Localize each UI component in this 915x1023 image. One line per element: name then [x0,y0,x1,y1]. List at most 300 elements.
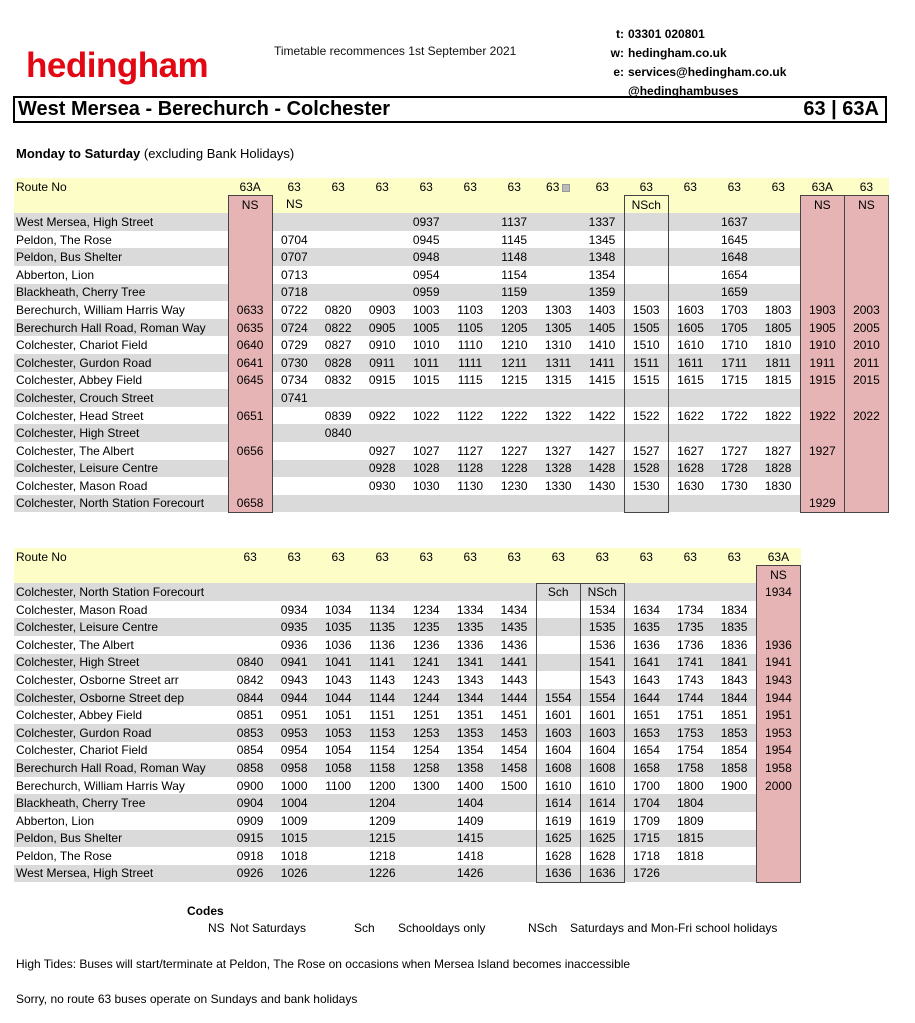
departure-time [712,794,756,812]
departure-time: 1622 [668,407,712,425]
departure-time: 1011 [404,354,448,372]
departure-time: 1641 [624,654,668,672]
departure-time: 1800 [668,777,712,795]
route-number-text: 63 [375,549,389,564]
departure-time [404,865,448,883]
departure-time: 1128 [448,460,492,478]
departure-time: 1244 [404,689,448,707]
departure-time [448,266,492,284]
departure-time: 0633 [228,301,272,319]
departure-time: 1141 [360,654,404,672]
departure-time: 0844 [228,689,272,707]
departure-time: 0953 [272,724,316,742]
stop-name: Colchester, The Albert [14,636,228,654]
table-row [14,424,889,442]
departure-time: 1337 [580,213,624,231]
departure-time [228,477,272,495]
note-marker-icon [562,184,570,192]
departure-time: 1435 [492,618,536,636]
departure-time: 1843 [712,671,756,689]
departure-time [800,477,844,495]
departure-time [316,266,360,284]
departure-time: 1608 [580,759,624,777]
codes-row [14,566,801,584]
route-number-text: 63A [811,179,833,194]
departure-time: 1715 [712,372,756,390]
departure-time: 1534 [580,601,624,619]
departure-time [712,865,756,883]
departure-time: 1854 [712,742,756,760]
departure-time: 1603 [580,724,624,742]
departure-time: 1601 [536,706,580,724]
route-number [580,178,624,196]
departure-time: 1204 [360,794,404,812]
departure-time [756,618,800,636]
departure-time: 1327 [536,442,580,460]
departure-time: 1822 [756,407,800,425]
departure-time: 1041 [316,654,360,672]
departure-time: 1828 [756,460,800,478]
departure-time [272,407,316,425]
departure-time: 1922 [800,407,844,425]
stop-name: Peldon, Bus Shelter [14,830,228,848]
departure-time: 1053 [316,724,360,742]
departure-time: 1222 [492,407,536,425]
code-sch-desc: Schooldays only [398,921,486,935]
departure-time [756,601,800,619]
departure-time [624,213,668,231]
departure-time [756,847,800,865]
departure-time: 0729 [272,336,316,354]
table-row [14,301,889,319]
route-number [272,178,316,196]
service-code [624,566,668,584]
departure-time: 1836 [712,636,756,654]
departure-time: 1627 [668,442,712,460]
route-number [756,548,800,566]
departure-time: 1958 [756,759,800,777]
departure-time: 0943 [272,671,316,689]
departure-time: 1809 [668,812,712,830]
table-row [14,354,889,372]
departure-time: 0903 [360,301,404,319]
departure-time: 1603 [668,301,712,319]
table-row [14,759,801,777]
departure-time: 1554 [536,689,580,707]
departure-time: 1036 [316,636,360,654]
departure-time [756,794,800,812]
departure-time [228,248,272,266]
departure-time [404,583,448,601]
stop-name: Berechurch Hall Road, Roman Way [14,759,228,777]
departure-time [228,424,272,442]
departure-time: 1527 [624,442,668,460]
departure-time: 0640 [228,336,272,354]
departure-time: 0858 [228,759,272,777]
departure-time [536,424,580,442]
departure-time: 1335 [448,618,492,636]
departure-time [800,424,844,442]
departure-time: 1614 [580,794,624,812]
departure-time [580,495,624,513]
service-code: NS [844,196,888,214]
service-code: NSch [624,196,668,214]
departure-time: 1100 [316,777,360,795]
departure-time: 1200 [360,777,404,795]
departure-time: 1344 [448,689,492,707]
departure-time: 1051 [316,706,360,724]
departure-time: 1744 [668,689,712,707]
departure-time: 1451 [492,706,536,724]
departure-time: 0853 [228,724,272,742]
departure-time: 1911 [800,354,844,372]
service-code [404,196,448,214]
stop-name: Colchester, North Station Forecourt [14,583,228,601]
departure-time [536,248,580,266]
departure-time: 0651 [228,407,272,425]
service-code [492,566,536,584]
departure-time: 1644 [624,689,668,707]
departure-time [756,865,800,883]
service-code: NS [756,566,800,584]
departure-time: 1218 [360,847,404,865]
stop-name: Colchester, Mason Road [14,477,228,495]
route-number-text: 63 [331,549,345,564]
route-number-text: 63 [859,179,874,194]
departure-time: 0911 [360,354,404,372]
departure-time: 1135 [360,618,404,636]
departure-time: 0944 [272,689,316,707]
departure-time [712,495,756,513]
departure-time [844,477,888,495]
departure-time: 1043 [316,671,360,689]
route-number-text: 63 [683,549,697,564]
days-of-operation [16,146,294,161]
table-row [14,319,889,337]
departure-time: 1615 [668,372,712,390]
departure-time: 1929 [800,495,844,513]
departure-time: 1005 [404,319,448,337]
departure-time: 1310 [536,336,580,354]
contact-email [594,63,786,82]
departure-time: 1830 [756,477,800,495]
departure-time: 1044 [316,689,360,707]
departure-time [756,284,800,302]
departure-time: 1734 [668,601,712,619]
table-row [14,213,889,231]
departure-time [844,284,888,302]
departure-time: 0839 [316,407,360,425]
departure-time [492,424,536,442]
departure-time [844,231,888,249]
stop-name: Berechurch, William Harris Way [14,777,228,795]
route-number-text: 63 [727,549,741,564]
stop-name: Colchester, Chariot Field [14,742,228,760]
departure-time [272,213,316,231]
codes-legend [208,921,777,935]
departure-time [668,266,712,284]
service-code [404,566,448,584]
departure-time [448,213,492,231]
table-row [14,284,889,302]
departure-time: 1454 [492,742,536,760]
timetable-outbound [14,178,889,513]
departure-time: 1303 [536,301,580,319]
departure-time: 1727 [712,442,756,460]
departure-time: 1619 [536,812,580,830]
departure-time: 1754 [668,742,712,760]
code-nsch-desc: Saturdays and Mon-Fri school holidays [570,921,778,935]
departure-time: 1145 [492,231,536,249]
departure-time [756,389,800,407]
departure-time: 1530 [624,477,668,495]
departure-time [668,495,712,513]
table-row [14,706,801,724]
departure-time [756,248,800,266]
contact-web [594,44,786,63]
departure-time [624,248,668,266]
departure-time: 0658 [228,495,272,513]
stop-name: West Mersea, High Street [14,213,228,231]
codes-row [14,196,889,214]
timetable-inbound [14,548,801,883]
departure-time [756,830,800,848]
departure-time [536,636,580,654]
departure-time: 1741 [668,654,712,672]
departure-time [404,424,448,442]
departure-time: 0915 [228,830,272,848]
stop-name: Colchester, Crouch Street [14,389,228,407]
departure-time: 1000 [272,777,316,795]
departure-time: 0645 [228,372,272,390]
departure-time: 1136 [360,636,404,654]
route-number [536,178,580,196]
route-number-text: 63 [419,549,433,564]
codes-row-label [14,196,228,214]
departure-time: 2022 [844,407,888,425]
departure-time: 1758 [668,759,712,777]
departure-time: 1936 [756,636,800,654]
departure-time: 0922 [360,407,404,425]
departure-time: 1330 [536,477,580,495]
departure-time: 1636 [536,865,580,883]
departure-time: 1541 [580,654,624,672]
departure-time: 1751 [668,706,712,724]
departure-time: 0840 [228,654,272,672]
departure-time: 1226 [360,865,404,883]
departure-time [536,671,580,689]
departure-time [712,847,756,865]
departure-time: 1241 [404,654,448,672]
departure-time: 1703 [712,301,756,319]
route-number [800,178,844,196]
departure-time [756,812,800,830]
stop-name: Colchester, Chariot Field [14,336,228,354]
departure-time: 1805 [756,319,800,337]
departure-time [404,495,448,513]
route-no-label: Route No [14,548,228,566]
departure-time [228,460,272,478]
departure-time: 1137 [492,213,536,231]
departure-time: 1430 [580,477,624,495]
departure-time [844,424,888,442]
departure-time [536,213,580,231]
departure-time [492,389,536,407]
email-link[interactable]: services@hedingham.co.uk [628,65,787,79]
departure-time [316,389,360,407]
departure-time: 1035 [316,618,360,636]
route-number [580,548,624,566]
route-number-text: 63 [507,179,521,194]
departure-time: 1311 [536,354,580,372]
route-number-text: 63 [595,549,609,564]
service-code [448,196,492,214]
departure-time [492,794,536,812]
departure-time [580,424,624,442]
service-code [492,196,536,214]
departure-time: 1345 [580,231,624,249]
departure-time [360,248,404,266]
departure-time [228,389,272,407]
contact-phone [594,25,786,44]
route-number-text: 63 [463,179,477,194]
departure-time: 1648 [712,248,756,266]
table-row [14,742,801,760]
service-code [316,566,360,584]
departure-time [624,583,668,601]
departure-time: 1903 [800,301,844,319]
departure-time: 1254 [404,742,448,760]
departure-time [712,583,756,601]
departure-time: 1411 [580,354,624,372]
code-ns: NS [208,921,225,935]
departure-time [272,477,316,495]
departure-time: 1009 [272,812,316,830]
departure-time: 1251 [404,706,448,724]
departure-time: 1018 [272,847,316,865]
stop-name: Colchester, Osborne Street dep [14,689,228,707]
departure-time [492,812,536,830]
departure-time: 1709 [624,812,668,830]
departure-time: 0832 [316,372,360,390]
departure-time [360,389,404,407]
departure-time: 1154 [492,266,536,284]
departure-time: 1453 [492,724,536,742]
sunday-note: Sorry, no route 63 buses operate on Sundays and bank holidays [16,992,358,1006]
departure-time: 1853 [712,724,756,742]
departure-time: 1603 [536,724,580,742]
table-row [14,618,801,636]
departure-time [800,213,844,231]
departure-time: 1443 [492,671,536,689]
departure-time: 1730 [712,477,756,495]
hedingham-logo: hedingham [26,46,209,85]
departure-time: 1234 [404,601,448,619]
route-numbers: 63 | 63A [803,98,879,120]
departure-time: 2003 [844,301,888,319]
departure-time: 1127 [448,442,492,460]
departure-time [712,812,756,830]
departure-time [756,266,800,284]
departure-time: 1630 [668,477,712,495]
departure-time: 1130 [448,477,492,495]
departure-time [536,389,580,407]
departure-time: 1753 [668,724,712,742]
website-link[interactable]: hedingham.co.uk [628,46,727,60]
departure-time: 1111 [448,354,492,372]
departure-time: 1115 [448,372,492,390]
departure-time [492,495,536,513]
stop-name: Abberton, Lion [14,266,228,284]
route-number [536,548,580,566]
recommence-notice: Timetable recommences 1st September 2021 [274,44,517,58]
departure-time: 1243 [404,671,448,689]
departure-time: 1410 [580,336,624,354]
departure-time [844,460,888,478]
departure-time: 1636 [580,865,624,883]
departure-time: 1235 [404,618,448,636]
departure-time [360,495,404,513]
departure-time: 1954 [756,742,800,760]
table-row [14,777,801,795]
contact-key: e: [613,65,624,79]
departure-time: 0918 [228,847,272,865]
service-code [668,566,712,584]
route-number-text: 63 [375,179,389,194]
service-code [668,196,712,214]
departure-time: 1215 [492,372,536,390]
departure-time: 1815 [756,372,800,390]
departure-time: 0951 [272,706,316,724]
stop-name: West Mersea, High Street [14,865,228,883]
departure-time: 1354 [580,266,624,284]
departure-time: 1654 [624,742,668,760]
departure-time [624,266,668,284]
departure-time: 1418 [448,847,492,865]
departure-time: 1835 [712,618,756,636]
departure-time: 1554 [580,689,624,707]
departure-time: 1834 [712,601,756,619]
departure-time: 1210 [492,336,536,354]
departure-time: 1353 [448,724,492,742]
departure-time [536,618,580,636]
departure-time: 0915 [360,372,404,390]
departure-time [228,636,272,654]
departure-time: 0718 [272,284,316,302]
departure-time [668,865,712,883]
departure-time [668,213,712,231]
social-handle[interactable]: @hedinghambuses [628,84,739,98]
departure-time: 0909 [228,812,272,830]
departure-time: 1322 [536,407,580,425]
departure-time: 0820 [316,301,360,319]
stop-name: Colchester, Gurdon Road [14,354,228,372]
route-number [228,548,272,566]
departure-time: 1943 [756,671,800,689]
departure-time: 1358 [448,759,492,777]
route-number [448,548,492,566]
route-number-text: 63 [639,179,653,194]
departure-time: 1436 [492,636,536,654]
route-number-text: 63 [287,549,301,564]
departure-time [624,424,668,442]
table-row [14,601,801,619]
route-number-text: 63 [727,179,741,194]
route-number [360,178,404,196]
departure-time [624,284,668,302]
departure-time: 1351 [448,706,492,724]
departure-time [448,389,492,407]
